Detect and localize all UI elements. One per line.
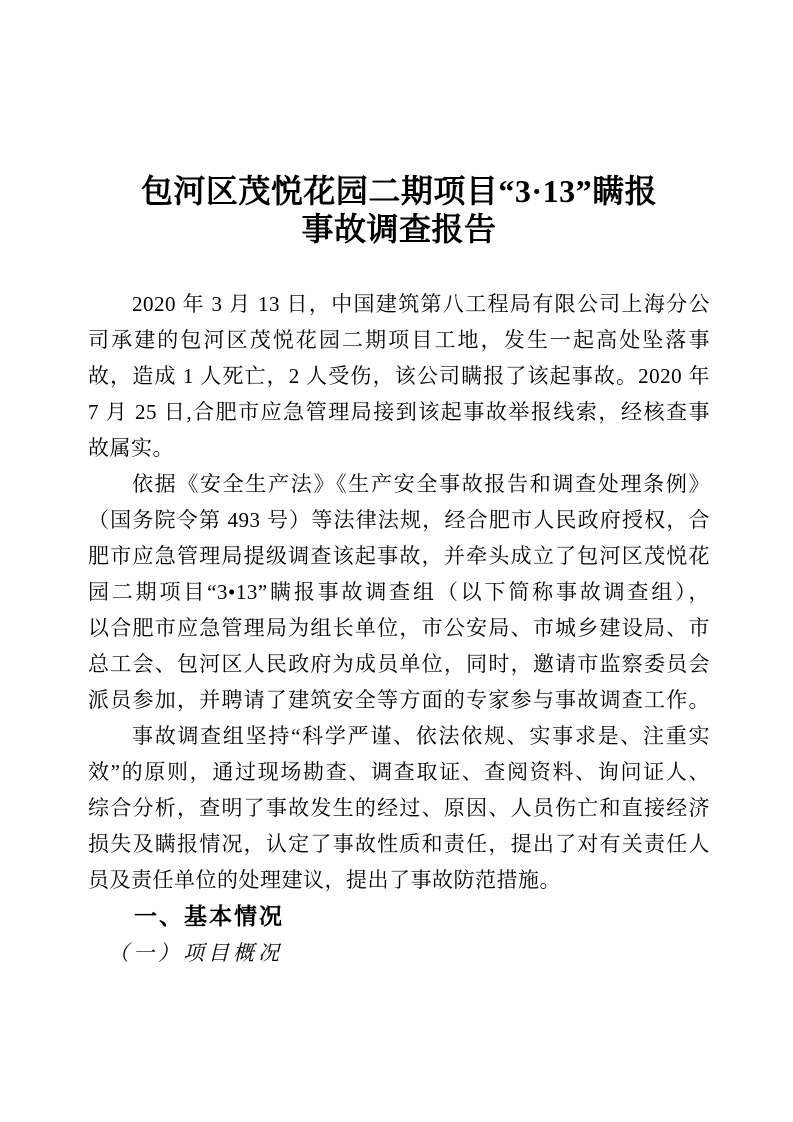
body-line: 故，造成 1 人死亡，2 人受伤，该公司瞒报了该起事故。2020 年	[88, 364, 710, 388]
document-title-line-2: 事故调查报告	[301, 211, 497, 247]
body-line: 以合肥市应急管理局为组长单位，市公安局、市城乡建设局、市	[88, 616, 710, 640]
body-line: 园二期项目“3•13”瞒报事故调查组（以下简称事故调查组），	[88, 580, 710, 604]
body-line: （国务院令第 493 号）等法律法规，经合肥市人民政府授权，合	[88, 508, 710, 532]
paragraph-incident-summary	[88, 286, 710, 466]
body-line: 员及责任单位的处理建议，提出了事故防范措施。	[88, 868, 561, 892]
body-line: 依据《安全生产法》《生产安全事故报告和调查处理条例》	[132, 472, 710, 496]
body-line: 损失及瞒报情况，认定了事故性质和责任，提出了对有关责任人	[88, 832, 710, 856]
body-line: 司承建的包河区茂悦花园二期项目工地，发生一起高处坠落事	[88, 328, 710, 352]
body-line: 派员参加，并聘请了建筑安全等方面的专家参与事故调查工作。	[88, 688, 710, 712]
body-line: 肥市应急管理局提级调查该起事故，并牵头成立了包河区茂悦花	[88, 544, 710, 568]
body-line: 效”的原则，通过现场勘查、调查取证、查阅资料、询问证人、	[88, 760, 710, 784]
body-line: 综合分析，查明了事故发生的经过、原因、人员伤亡和直接经济	[88, 796, 710, 820]
document-title-line-1: 包河区茂悦花园二期项目“3·13”瞒报	[140, 173, 658, 209]
body-line: 7 月 25 日,合肥市应急管理局接到该起事故举报线索，经核查事	[88, 400, 710, 424]
subsection-heading-project-overview: （一）项目概况	[108, 941, 283, 965]
body-line: 事故调查组坚持“科学严谨、依法依规、实事求是、注重实	[132, 724, 710, 748]
body-line: 故属实。	[88, 436, 174, 460]
document-title	[88, 172, 710, 248]
section-heading-basic-info: 一、基本情况	[134, 903, 284, 929]
document-content	[88, 172, 710, 972]
paragraph-investigation-basis	[88, 466, 710, 718]
body-line: 2020 年 3 月 13 日，中国建筑第八工程局有限公司上海分公	[132, 292, 710, 316]
paragraph-investigation-principles	[88, 718, 710, 898]
body-line: 总工会、包河区人民政府为成员单位，同时，邀请市监察委员会	[88, 652, 710, 676]
